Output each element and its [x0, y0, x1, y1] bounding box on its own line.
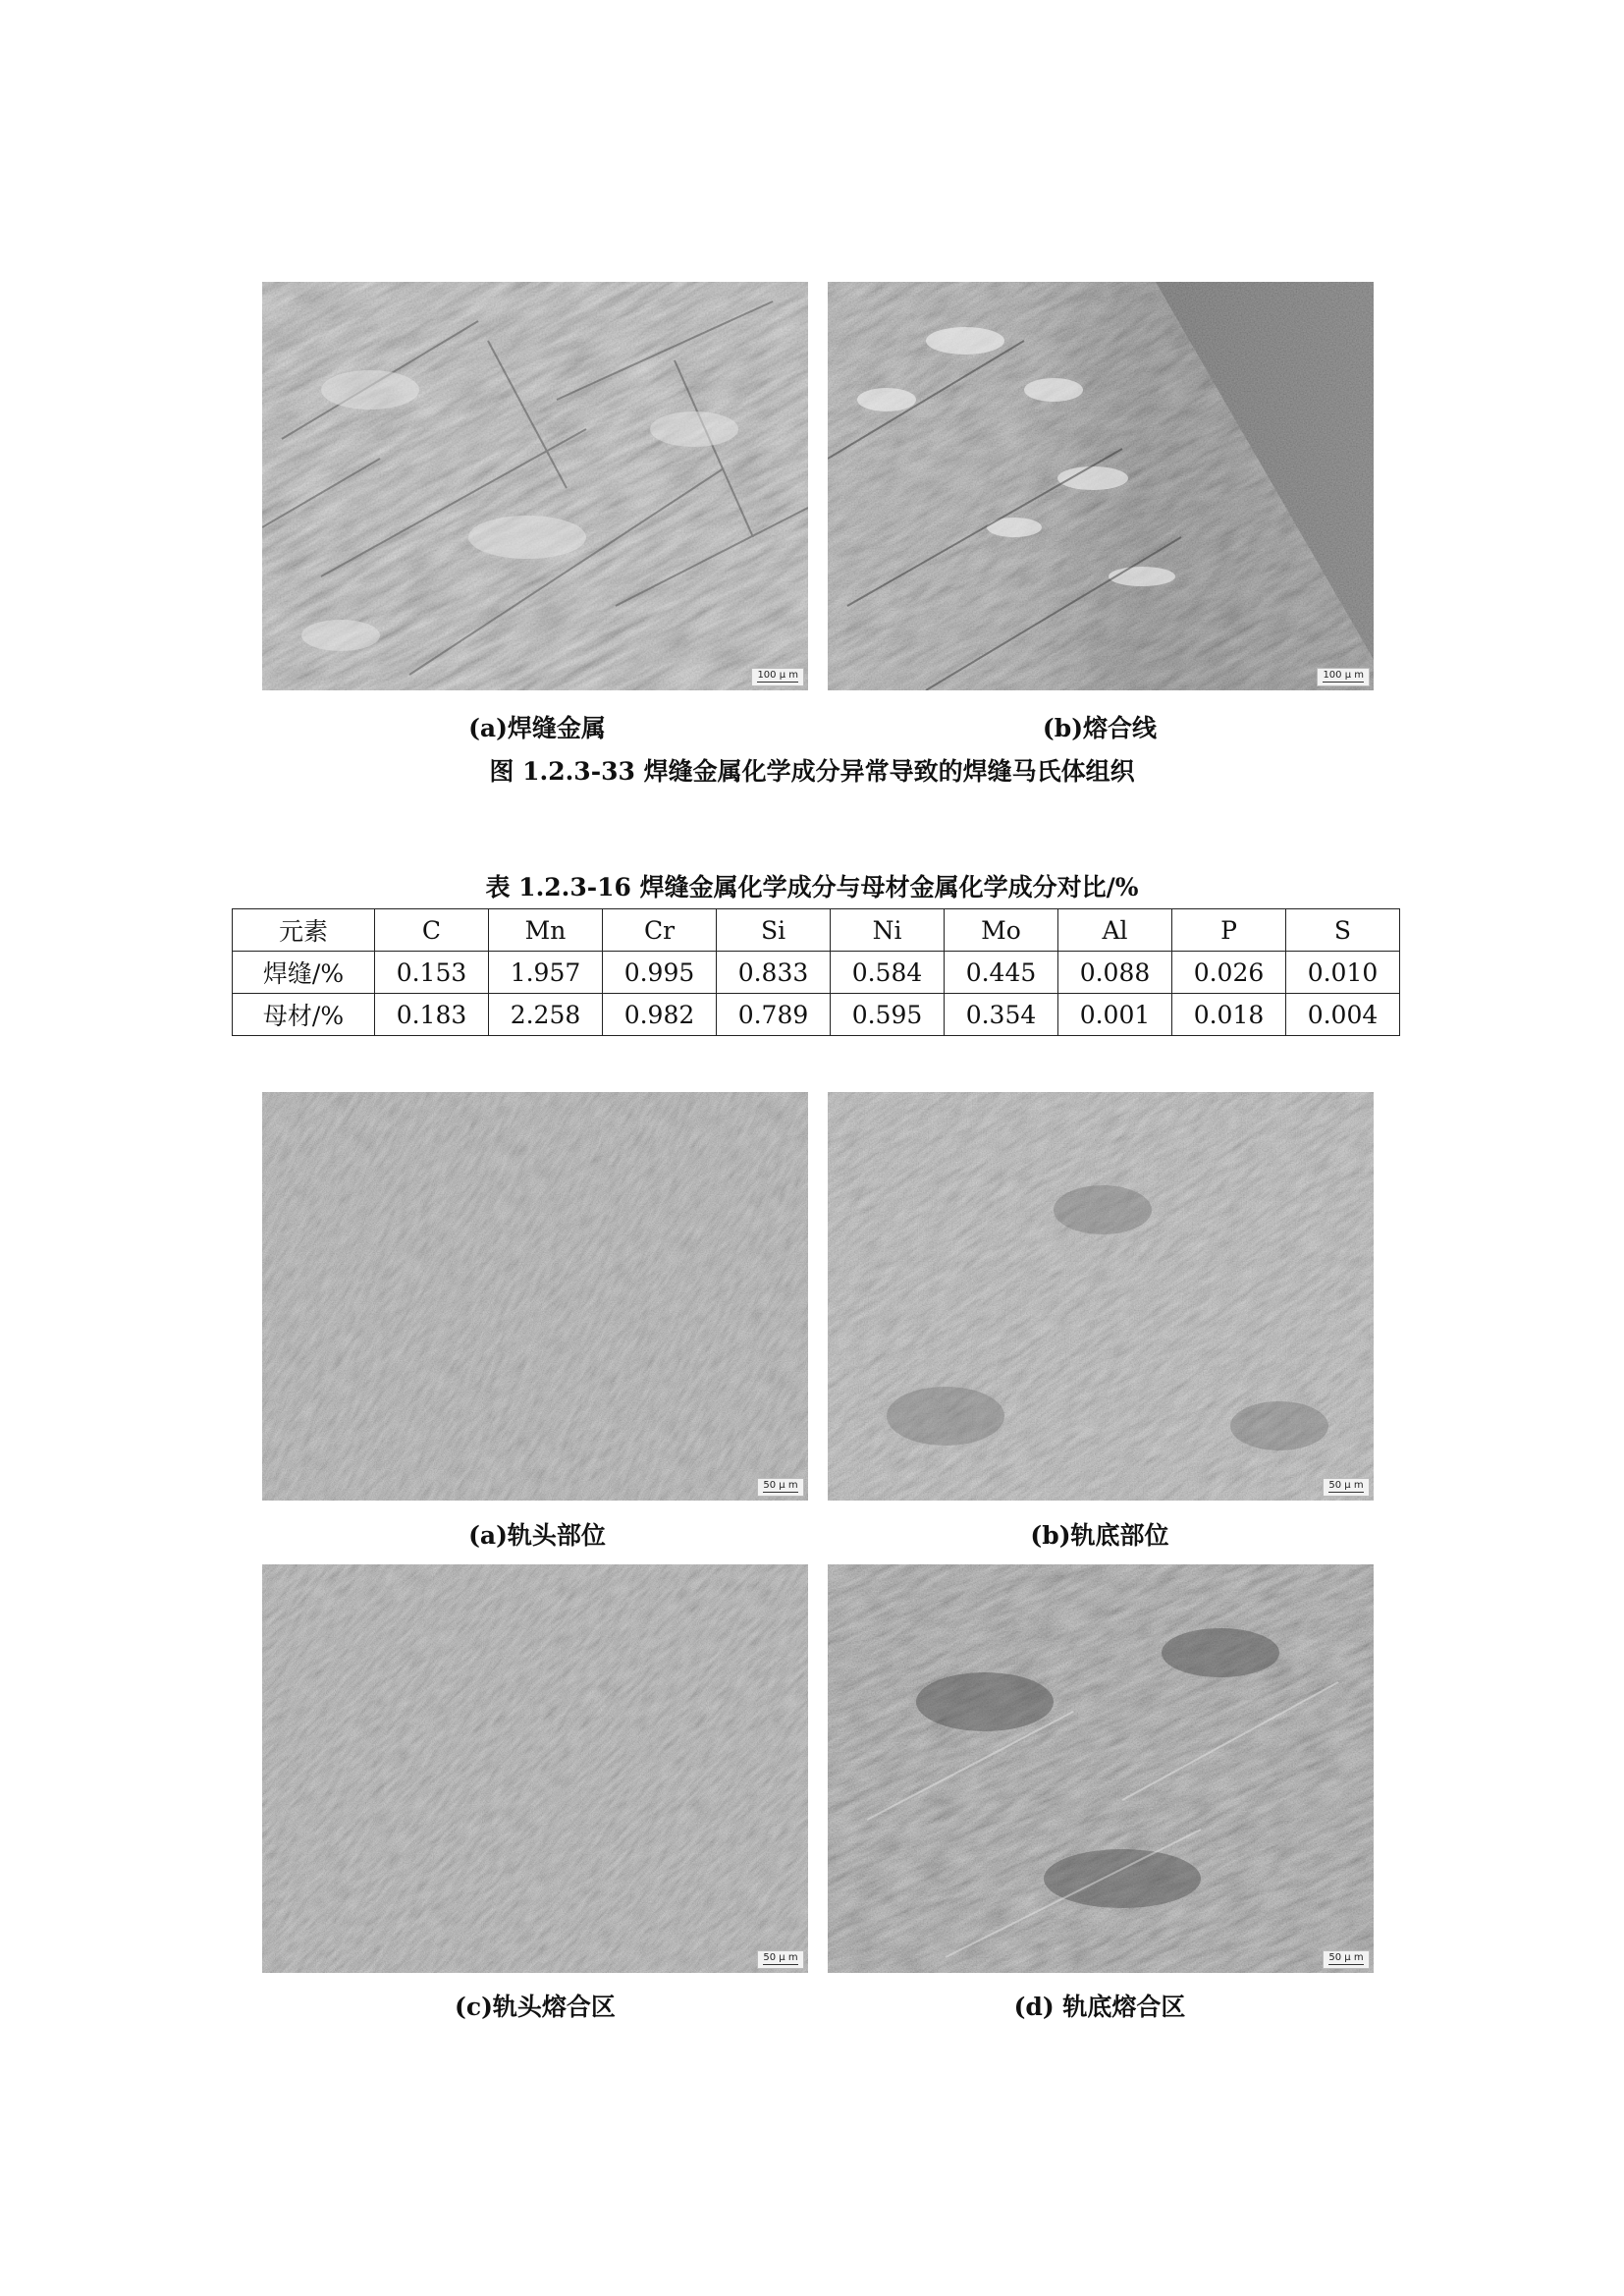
table-row [233, 952, 1400, 994]
table-header-cell: Al [1058, 909, 1172, 952]
scale-bar [1317, 668, 1370, 686]
table-cell: 0.018 [1172, 994, 1286, 1036]
scale-bar-label: 100 μ m [757, 670, 798, 681]
table-cell: 2.258 [489, 994, 603, 1036]
figure2-panel-d-label: (d) 轨底熔合区 [1013, 1993, 1186, 2021]
figure2-panel-c-label: (c)轨头熔合区 [455, 1993, 616, 2021]
table-cell: 0.004 [1286, 994, 1400, 1036]
table1-title: 表 1.2.3-16 焊缝金属化学成分与母材金属化学成分对比/% [485, 873, 1139, 902]
table-cell: 1.957 [489, 952, 603, 994]
table-cell: 0.153 [375, 952, 489, 994]
micrograph-rail-foot-fusion-zone [828, 1564, 1374, 1973]
scale-bar-label: 100 μ m [1323, 670, 1364, 681]
micrograph-rail-head [262, 1092, 808, 1501]
table-cell: 0.789 [717, 994, 831, 1036]
composition-table [232, 908, 1400, 1036]
scale-bar-label: 50 μ m [763, 1952, 798, 1963]
table-header-cell: Mn [489, 909, 603, 952]
table-header-cell: Ni [831, 909, 945, 952]
figure2-panel-a-label: (a)轨头部位 [468, 1521, 606, 1550]
table-cell: 0.445 [945, 952, 1058, 994]
table-cell: 0.026 [1172, 952, 1286, 994]
micrograph-weld-metal [262, 282, 808, 690]
figure2-panel-b-label: (b)轨底部位 [1030, 1521, 1169, 1550]
table-cell: 0.833 [717, 952, 831, 994]
micrograph-rail-foot [828, 1092, 1374, 1501]
scale-bar-label: 50 μ m [763, 1480, 798, 1491]
table-cell: 0.982 [603, 994, 717, 1036]
table-header-row [233, 909, 1400, 952]
figure1-caption: 图 1.2.3-33 焊缝金属化学成分异常导致的焊缝马氏体组织 [489, 757, 1135, 786]
scale-bar-label: 50 μ m [1328, 1952, 1364, 1963]
table-cell: 0.001 [1058, 994, 1172, 1036]
figure1-panel-a-label: (a)焊缝金属 [468, 714, 606, 742]
table-cell: 母材/% [233, 994, 375, 1036]
scale-bar [751, 668, 804, 686]
table-cell: 0.584 [831, 952, 945, 994]
scale-bar [757, 1478, 804, 1497]
table-cell: 0.010 [1286, 952, 1400, 994]
micrograph-fusion-line [828, 282, 1374, 690]
table-cell: 0.088 [1058, 952, 1172, 994]
table-header-cell: C [375, 909, 489, 952]
scale-bar-label: 50 μ m [1328, 1480, 1364, 1491]
scale-bar [1323, 1478, 1370, 1497]
table-header-cell: Si [717, 909, 831, 952]
table-header-cell: S [1286, 909, 1400, 952]
table-header-cell: Mo [945, 909, 1058, 952]
table-cell: 0.595 [831, 994, 945, 1036]
table-cell: 焊缝/% [233, 952, 375, 994]
table-header-cell: P [1172, 909, 1286, 952]
table-cell: 0.354 [945, 994, 1058, 1036]
figure1-panel-b-label: (b)熔合线 [1042, 714, 1158, 742]
table-header-cell: 元素 [233, 909, 375, 952]
scale-bar [1323, 1950, 1370, 1969]
scale-bar [757, 1950, 804, 1969]
micrograph-rail-head-fusion-zone [262, 1564, 808, 1973]
table-row [233, 994, 1400, 1036]
table-header-cell: Cr [603, 909, 717, 952]
table-cell: 0.995 [603, 952, 717, 994]
table-cell: 0.183 [375, 994, 489, 1036]
